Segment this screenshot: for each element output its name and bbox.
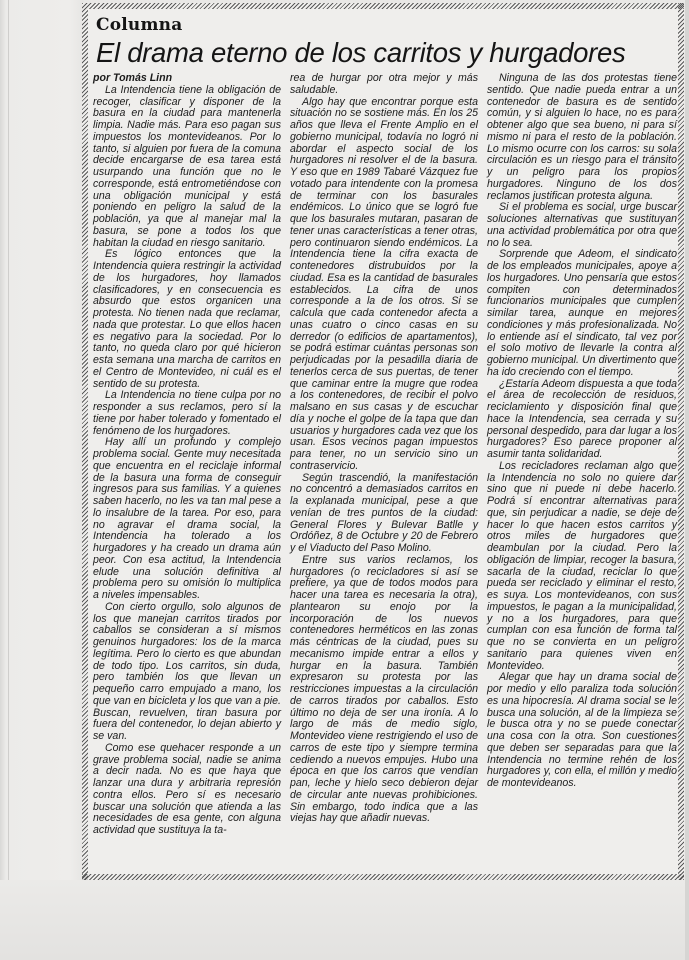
paragraph: Hay allí un profundo y complejo problema social. Gente muy necesitada que encuentra en el reciclaje informal de la basura una forma de conseguir ingresos para sus familias. Y a quienes saben hacerlo, no les va tan mal pese a lo insalubre de la tarea. Por eso, para no agravar el drama social, la Intendencia ha tolerado a los hurgadores y ha creado un drama aún peor. Con esa actitud, la Intendencia elude una solución definitiva al problema pero su omisión lo multiplica a niveles impensables. <box>93 436 281 601</box>
hatched-border-bottom <box>82 874 684 880</box>
paragraph: ¿Estaría Adeom dispuesta a que toda el área de recolección de residuos, reciclamiento y disposición final que hace la Intendencia, sea cerrada y su personal despedido, para dar lugar a los hurgadores? Eso parece proponer al asumir tanta solidaridad. <box>487 377 677 460</box>
article-column-1 <box>93 73 281 837</box>
article-column-3 <box>487 73 677 790</box>
page-margin-bottom <box>0 880 689 960</box>
article-column-2 <box>290 73 478 825</box>
article-headline: El drama eterno de los carritos y hurgadores <box>96 37 626 68</box>
paragraph: Es lógico entonces que la Intendencia quiera restringir la actividad de los hurgadores, hoy llamados clasificadores, y en consecuencia es absurdo que estos organicen una protesta. No tienen nada que reclamar, nada que protestar. Lo que ellos hacen es negativo para la sociedad. Por lo tanto, no queda claro por qué hicieron esta semana una marcha de carritos en el Centro de Montevideo, ni cuál es el sentido de su protesta. <box>93 248 281 390</box>
paragraph: Con cierto orgullo, solo algunos de los que manejan carritos tirados por caballos se consideran a sí mismos genuinos hurgadores: los de la marca legítima. Pero lo cierto es que abundan de todo tipo. Los carritos, sin duda, pero también los que llevan un pequeño carro empujado a mano, los que van en bicicleta y los que van a pie. Buscan, revuelven, tiran basura por fuera del contenedor, lo dejan abierto y se van. <box>93 600 281 742</box>
paragraph: Según trascendió, la manifestación no concentró a demasiados carritos en la explanada municipal, pese a que venían de tres puntos de la ciudad: General Flores y Bulevar Batlle y Ordóñez, 8 de Octubre y 20 de Febrero y el Viaducto del Paso Molino. <box>290 471 478 554</box>
paragraph: Ninguna de las dos protestas tiene sentido. Que nadie pueda entrar a un contenedor de basura es de sentido común, y si alguien lo hace, no es para obtener algo que sea bueno, ni para sí mismo ni para el resto de la población. Lo mismo ocurre con los carros: su sola circulación es un riesgo para el tránsito y un peligro para los propios hurgadores. Ninguno de los dos reclamos justifican protesta alguna. <box>487 72 677 202</box>
page-edge-right <box>685 0 689 960</box>
paragraph: Algo hay que encontrar porque esta situación no se sostiene más. En los 25 años que lleva el Frente Amplio en el gobierno municipal, todavía no logró ni abordar el aspecto social de los hurgadores ni resolver el de la basura. Y eso que en 1989 Tabaré Vázquez fue votado para intendente con la promesa de terminar con los basurales endémicos. Lo único que se logró fue que los basurales mutaran, pasaran de tener unas características a tener otras, pero continuaron siendo endémicos. La Intendencia tiene la cifra exacta de contenedores distrubuidos por la ciudad. Esa es la cantidad de basurales establecidos. La cifra de unos corresponde a la de los otros. Si se calcula que cada contenedor afecta a unas cuatro o cinco casas en su derredor (o edificios de apartamentos), se podrá estimar cuántas personas son perjudicadas por la pesadilla diaria de tenerlos cerca de sus puertas, de tener que caminar entre la mugre que rodea a los contenedores, de recibir el polvo malsano en sus casas y de escuchar día y noche el golpe de la tapa que dan usuarios y hurgadores cada vez que los usan. Esos vecinos pagan impuestos para tener, no un servicio sino un contraservicio. <box>290 95 478 472</box>
hatched-border-top <box>82 3 684 9</box>
page-margin-left <box>0 0 84 960</box>
paragraph: Entre sus varios reclamos, los hurgadores (o recicladores si así se prefiere, ya que de todos modos para hacer una tarea es necesaria la otra), plantearon su enojo por la incorporación de los nuevos contenedores herméticos en las zonas más céntricas de la ciudad, pues su mecanismo impide entrar a ellos y hurgar en la basura. También expresaron su protesta por las restricciones impuestas a la circulación de carros tirados por caballos. Esto último no deja de ser una ironía. A lo largo de más de medio siglo, Montevideo viene restrigiendo el uso de carros de este tipo y siempre termina cediendo a nuevos empujes. Hubo una época en que los carros que vendían pan, leche y hielo seco debieron dejar de circular ante nuevas prohibiciones. Sin embargo, todo indica que a las viejas hay que añadir nuevas. <box>290 553 478 825</box>
paragraph: La Intendencia no tiene culpa por no responder a sus reclamos, pero sí la tiene por haber tolerado y fomentado el fenómeno de los hurgadores. <box>93 389 281 437</box>
paragraph: Sorprende que Adeom, el sindicato de los empleados municipales, apoye a los hurgadores. Uno pensaría que estos compiten con determinados funcionarios municipales que cumplen similar tarea, aunque en mejores condiciones y más profesionalizada. No lo entiende así el sindicato, tal vez por el solo motivo de llevarle la contra al gobierno municipal. Un divertimento que ha ido creciendo con el tiempo. <box>487 248 677 378</box>
paragraph-continued: rea de hurgar por otra mejor y más saludable. <box>290 72 478 96</box>
column-article-box <box>82 3 684 880</box>
paragraph: Como ese quehacer responde a un grave problema social, nadie se anima a decir nada. No es que haya que lanzar una dura y arbitraria represión contra ellos. Pero sí es necesario buscar una solución que atienda a las necesidades de esa gente, con alguna actividad que sustituya la ta- <box>93 741 281 836</box>
byline: por Tomás Linn <box>93 72 173 84</box>
section-label: Columna <box>96 15 183 35</box>
hatched-border-right <box>678 3 684 880</box>
paragraph: Alegar que hay un drama social de por medio y ello paraliza toda solución es una hipocresía. Al drama social se le busca una solución, al de la limpieza se le busca otra y no se puede conectar una cosa con la otra. Son cuestiones que deben ser separadas para que la Intendencia no termine rehén de los hurgadores y, con ella, el millón y medio de montevideanos. <box>487 671 677 789</box>
hatched-border-left <box>82 3 88 880</box>
article-body <box>93 73 677 873</box>
paragraph: La Intendencia tiene la obligación de recoger, clasificar y disponer de la basura en la ciudad para mantenerla limpia. Nadie más. Para eso pagan sus impuestos los montevideanos. Por lo tanto, si alguien por fuera de la comuna decide encargarse de esa tarea está usurpando una función que no le corresponde, está entrometiéndose con una obligación municipal y está poniendo en peligro la salud de la población, ya que al manejar mal la basura, se pone a todos los que habitan la ciudad en riesgo sanitario. <box>93 83 281 249</box>
paragraph: Los recicladores reclaman algo que la Intendencia no solo no quiere dar sino que ni puede ni debe hacerlo. Podrá sí encontrar alternativas para que, sin perjudicar a nadie, se deje de hacer lo que hacen estos carritos y otros miles de hurgadores que deambulan por la ciudad. Pero la obligación de limpiar, recoger la basura, sacarla de la ciudad, reciclar lo que pueda ser reciclado y eliminar el resto, es suya. Los montevideanos, con sus impuestos, le pagan a la municipalidad, y no a los hurgadores, para que cumplan con esa función de forma tal que no se convierta en un peligro sanitario para quienes viven en Montevideo. <box>487 459 677 672</box>
paragraph: Si el problema es social, urge buscar soluciones alternativas que sustituyan una actividad problemática por otra que no lo sea. <box>487 201 677 249</box>
